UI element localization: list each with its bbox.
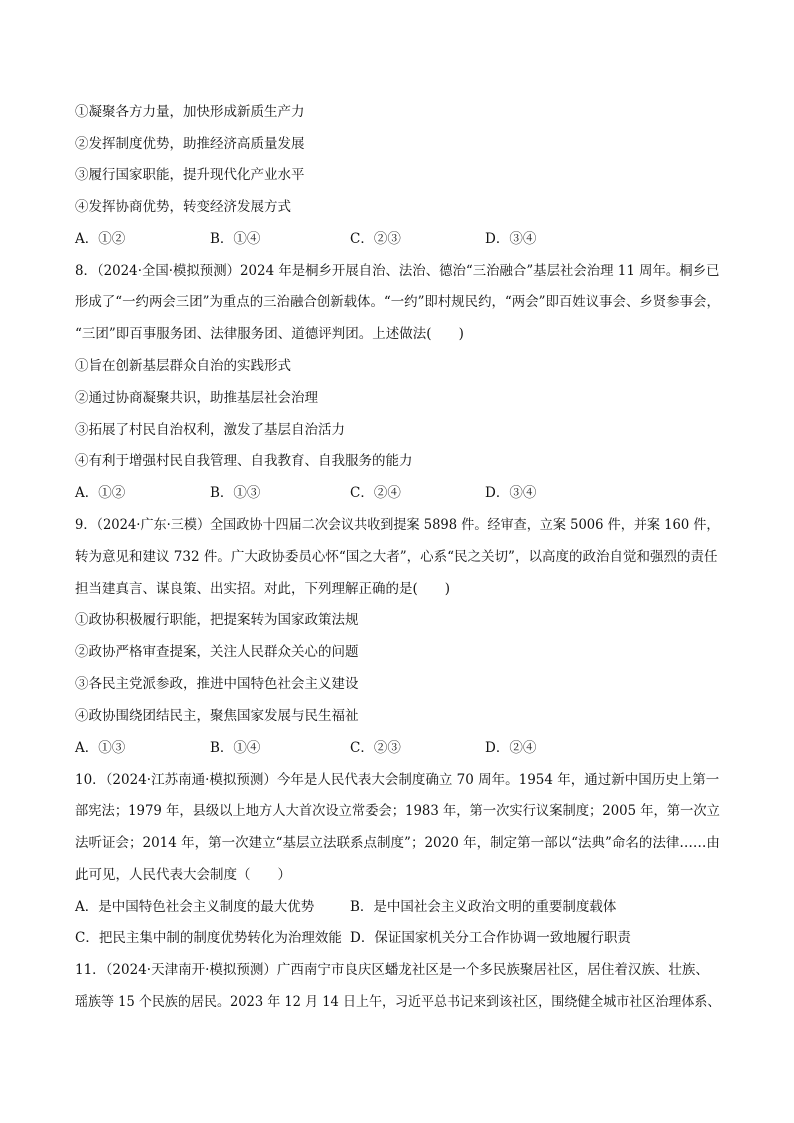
q8-option-b[interactable]: B．①③	[210, 485, 261, 501]
q7-item-4: ④发挥协商优势，转变经济发展方式	[75, 199, 291, 215]
q8-stem-line-2: 形成了“一约两会三团”为重点的三治融合创新载体。“一约”即村规民约，“两会”即百姓议事会、乡贤参事会，	[75, 294, 720, 310]
q10-options-row-1	[75, 898, 715, 916]
q10-stem-line-2: 部宪法；1979 年，县级以上地方人大首次设立常委会；1983 年，第一次实行议案制度；2005 年，第一次立	[75, 803, 720, 819]
q10-options-row-2	[75, 929, 715, 947]
q11-stem-line-2: 瑶族等 15 个民族的居民。2023 年 12 月 14 日上午，习近平总书记来到该社区，围绕健全城市社区治理体系、	[75, 994, 721, 1010]
q7-item-2: ②发挥制度优势，助推经济高质量发展	[75, 136, 305, 152]
q8-item-1: ①旨在创新基层群众自治的实践形式	[75, 358, 291, 374]
q10-stem-line-4: 此可见，人民代表大会制度（ ）	[75, 867, 291, 883]
q8-option-a[interactable]: A．①②	[75, 485, 126, 501]
q10-stem-line-3: 法听证会；2014 年，第一次建立“基层立法联系点制度”；2020 年，制定第一部以“法典”命名的法律……由	[75, 835, 720, 851]
q7-item-3: ③履行国家职能，提升现代化产业水平	[75, 167, 305, 183]
q9-item-4: ④政协围绕团结民主，聚焦国家发展与民生福祉	[75, 708, 359, 724]
q10-option-c[interactable]: C．把民主集中制的制度优势转化为治理效能	[75, 930, 342, 946]
q8-stem-line-3: “三团”即百事服务团、法律服务团、道德评判团。上述做法( )	[75, 326, 464, 342]
q10-stem-line-1: 10．（2024·江苏南通·模拟预测）今年是人民代表大会制度确立 70 周年。1954 年，通过新中国历史上第一	[75, 772, 720, 788]
q7-option-d[interactable]: D．③④	[485, 231, 537, 247]
q9-stem-line-1: 9．（2024·广东·三模）全国政协十四届二次会议共收到提案 5898 件。经审查，立案 5006 件，并案 160 件，	[75, 517, 720, 533]
q9-stem-line-2: 转为意见和建议 732 件。广大政协委员心怀“国之大者”，心系“民之关切”，以高度的政治自觉和强烈的责任	[75, 549, 718, 565]
q9-option-c[interactable]: C．②③	[350, 740, 401, 756]
q9-option-a[interactable]: A．①③	[75, 740, 126, 756]
q10-option-d[interactable]: D．保证国家机关分工合作协调一致地履行职责	[350, 930, 631, 946]
q8-options	[75, 484, 715, 502]
q7-option-a[interactable]: A．①②	[75, 231, 126, 247]
q7-item-1: ①凝聚各方力量，加快形成新质生产力	[75, 104, 305, 120]
q9-item-2: ②政协严格审查提案，关注人民群众关心的问题	[75, 644, 359, 660]
q8-option-c[interactable]: C．②④	[350, 485, 401, 501]
q7-option-c[interactable]: C．②③	[350, 231, 401, 247]
q8-stem-line-1: 8．（2024·全国·模拟预测）2024 年是桐乡开展自治、法治、德治“三治融合”基层社会治理 11 周年。桐乡已	[75, 263, 720, 279]
q10-option-b[interactable]: B．是中国社会主义政治文明的重要制度载体	[350, 899, 617, 915]
q8-item-2: ②通过协商凝聚共识，助推基层社会治理	[75, 390, 318, 406]
q9-item-3: ③各民主党派参政，推进中国特色社会主义建设	[75, 676, 359, 692]
q9-stem-line-3: 担当建真言、谋良策、出实招。对此，下列理解正确的是( )	[75, 581, 451, 597]
q8-option-d[interactable]: D．③④	[485, 485, 537, 501]
q8-item-3: ③拓展了村民自治权利，激发了基层自治活力	[75, 422, 345, 438]
q11-stem-line-1: 11．（2024·天津南开·模拟预测）广西南宁市良庆区蟠龙社区是一个多民族聚居社区，居住着汉族、壮族、	[75, 962, 709, 978]
q9-option-b[interactable]: B．①④	[210, 740, 261, 756]
q9-item-1: ①政协积极履行职能，把提案转为国家政策法规	[75, 612, 359, 628]
q7-option-b[interactable]: B．①④	[210, 231, 261, 247]
q10-option-a[interactable]: A．是中国特色社会主义制度的最大优势	[75, 899, 315, 915]
q7-options	[75, 230, 715, 248]
q9-option-d[interactable]: D．②④	[485, 740, 537, 756]
q9-options	[75, 739, 715, 757]
q8-item-4: ④有利于增强村民自我管理、自我教育、自我服务的能力	[75, 453, 413, 469]
